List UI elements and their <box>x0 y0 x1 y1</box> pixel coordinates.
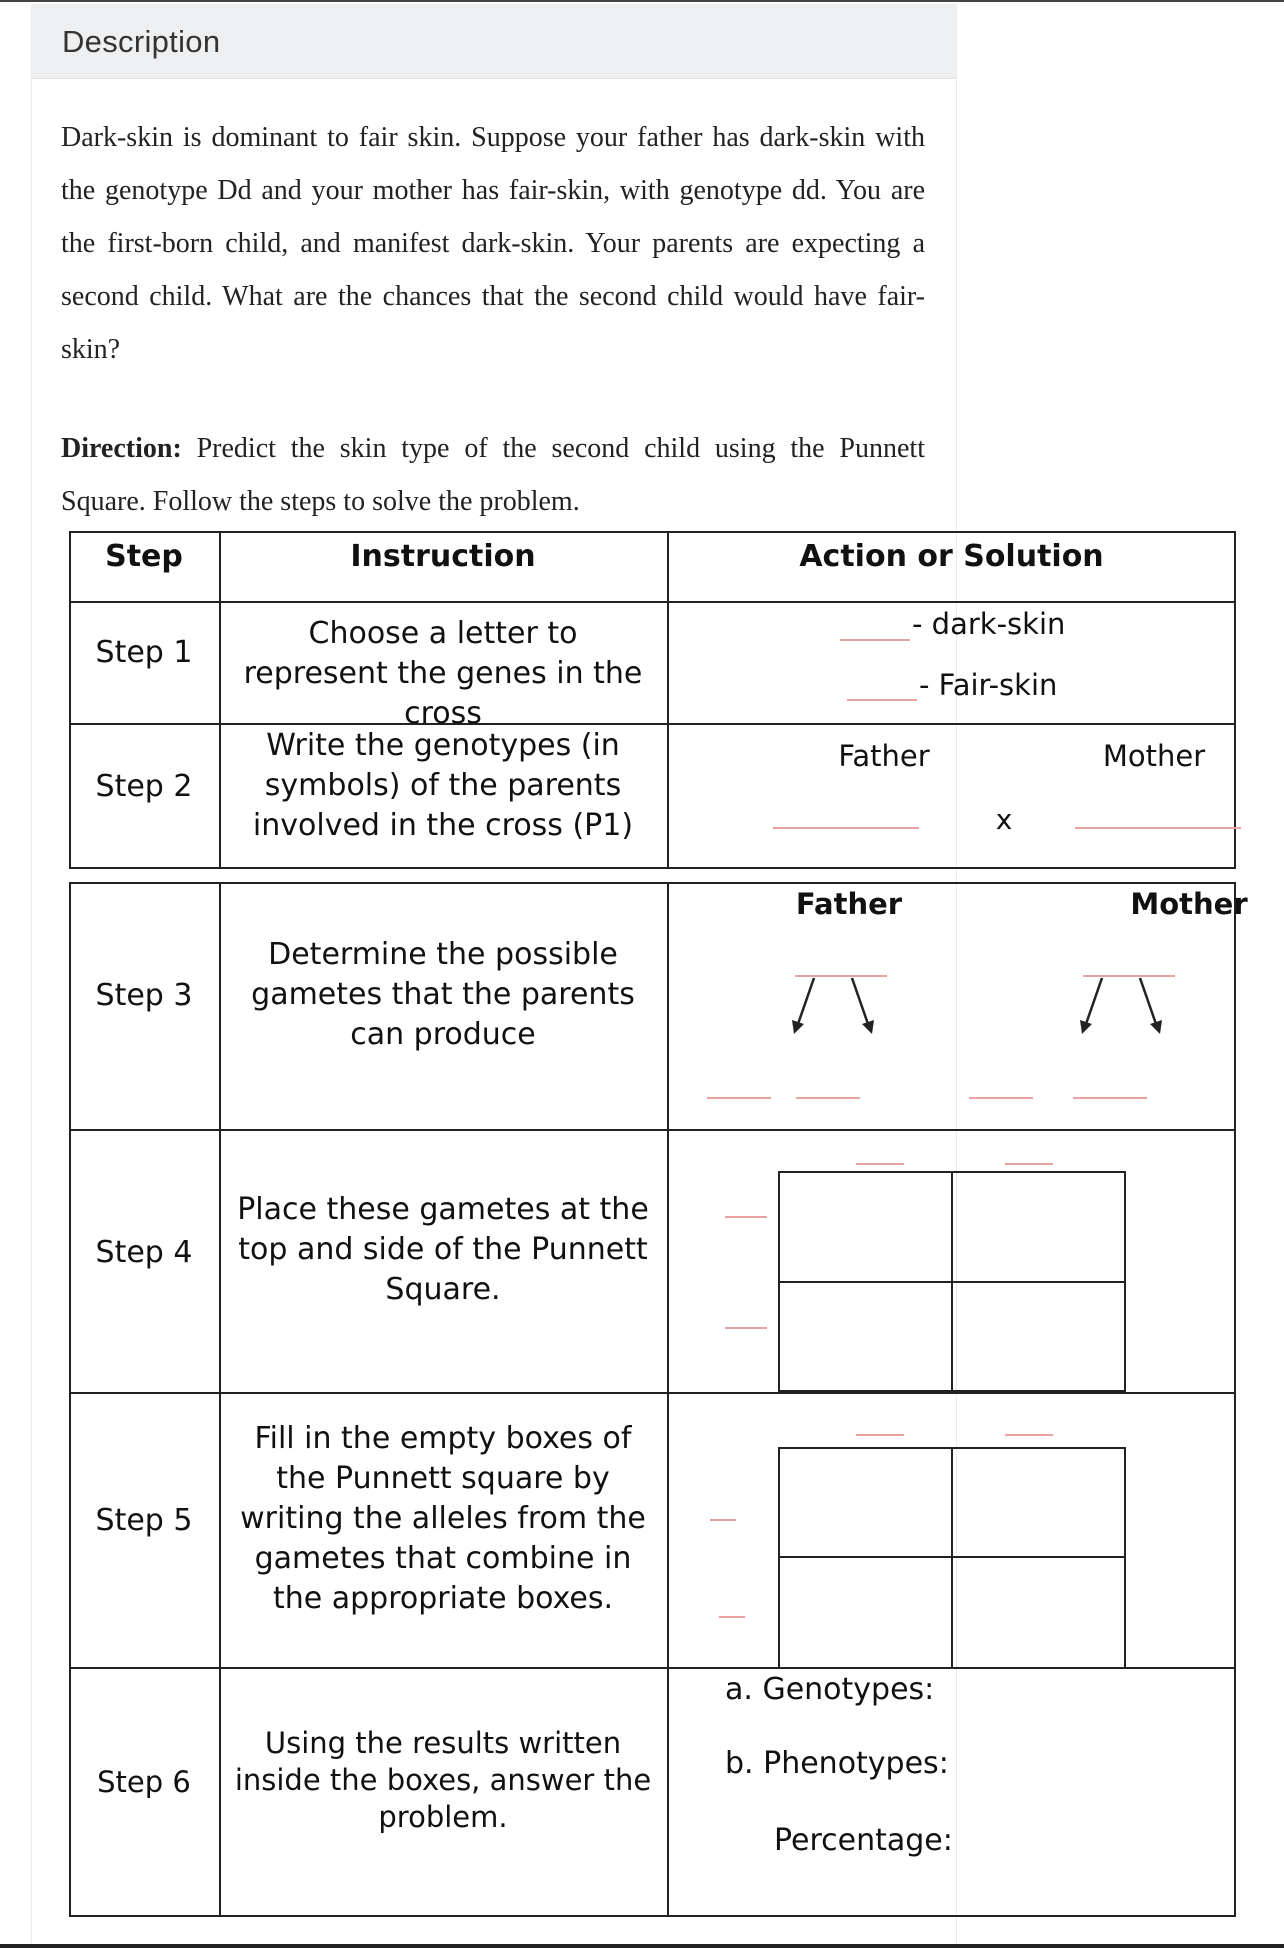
step-label: Step 5 <box>95 1503 193 1538</box>
genotypes-label: a. Genotypes: <box>725 1672 935 1707</box>
step1-instruction: Choose a letter to represent the genes in the cross <box>243 616 643 731</box>
problem-text: Dark-skin is dominant to fair skin. Suppose your father has dark-skin with the genotype Dd and your mother has fair-skin, with genotype dd. You are the first-born child, and manifest dark-skin. Your parents are expecting a second child. What are the chances that the second child would have fair-skin? <box>61 122 925 365</box>
step2-father-label: Father <box>838 739 930 773</box>
answer-blank[interactable] <box>840 639 910 641</box>
father-genotype-blank[interactable] <box>773 827 919 829</box>
gamete-blank[interactable] <box>1005 1163 1053 1165</box>
step5-instruction: Fill in the empty boxes of the Punnett square by writing the alleles from the gametes that combine in the appropriate boxes. <box>240 1421 646 1616</box>
step-label: Step 3 <box>95 978 193 1013</box>
step-label: Step 6 <box>97 1765 191 1799</box>
header-step: Step <box>105 539 183 574</box>
phenotypes-label: b. Phenotypes: <box>725 1746 949 1781</box>
gamete-blank[interactable] <box>710 1519 736 1521</box>
card-header <box>32 4 956 79</box>
percentage-label: Percentage: <box>774 1823 953 1858</box>
step3-father-label: Father <box>795 887 903 921</box>
card-title: Description <box>62 24 221 59</box>
gamete-blank[interactable] <box>856 1163 904 1165</box>
gamete-blank[interactable] <box>725 1216 767 1218</box>
step6-instruction: Using the results written inside the boxes, answer the problem. <box>234 1726 652 1834</box>
header-action: Action or Solution <box>799 539 1104 574</box>
gamete-blank[interactable] <box>1073 1097 1147 1099</box>
gamete-blank[interactable] <box>719 1616 745 1618</box>
bottom-border <box>0 1944 1284 1948</box>
mother-genotype-blank[interactable] <box>1075 827 1241 829</box>
gamete-blank[interactable] <box>707 1097 771 1099</box>
step1-fair-skin: - Fair-skin <box>919 668 1058 702</box>
step2-mother-label: Mother <box>1102 739 1206 773</box>
step3-mother-label: Mother <box>1130 887 1248 921</box>
gamete-blank[interactable] <box>1005 1434 1053 1436</box>
mother-split-arrows-icon <box>1072 972 1182 1042</box>
step1-dark-skin: - dark-skin <box>912 607 1066 641</box>
step4-instruction: Place these gametes at the top and side of the Punnett Square. <box>237 1192 649 1307</box>
direction-text <box>61 422 925 528</box>
step-label: Step 2 <box>95 769 193 804</box>
top-border <box>0 0 1284 2</box>
gamete-blank[interactable] <box>969 1097 1033 1099</box>
step3-instruction: Determine the possible gametes that the parents can produce <box>251 937 635 1052</box>
header-instruction: Instruction <box>350 539 536 574</box>
step-label: Step 4 <box>95 1235 193 1270</box>
gamete-blank[interactable] <box>856 1434 904 1436</box>
answer-blank[interactable] <box>847 699 917 701</box>
direction-body: Predict the skin type of the second child using the Punnett Square. Follow the steps to solve the problem. <box>61 433 925 517</box>
father-split-arrows-icon <box>784 972 894 1042</box>
cross-symbol: x <box>995 803 1013 836</box>
direction-label: Direction: <box>61 433 182 464</box>
gamete-blank[interactable] <box>725 1327 767 1329</box>
gamete-blank[interactable] <box>796 1097 860 1099</box>
step-label: Step 1 <box>95 635 193 670</box>
step2-instruction: Write the genotypes (in symbols) of the parents involved in the cross (P1) <box>252 728 634 843</box>
